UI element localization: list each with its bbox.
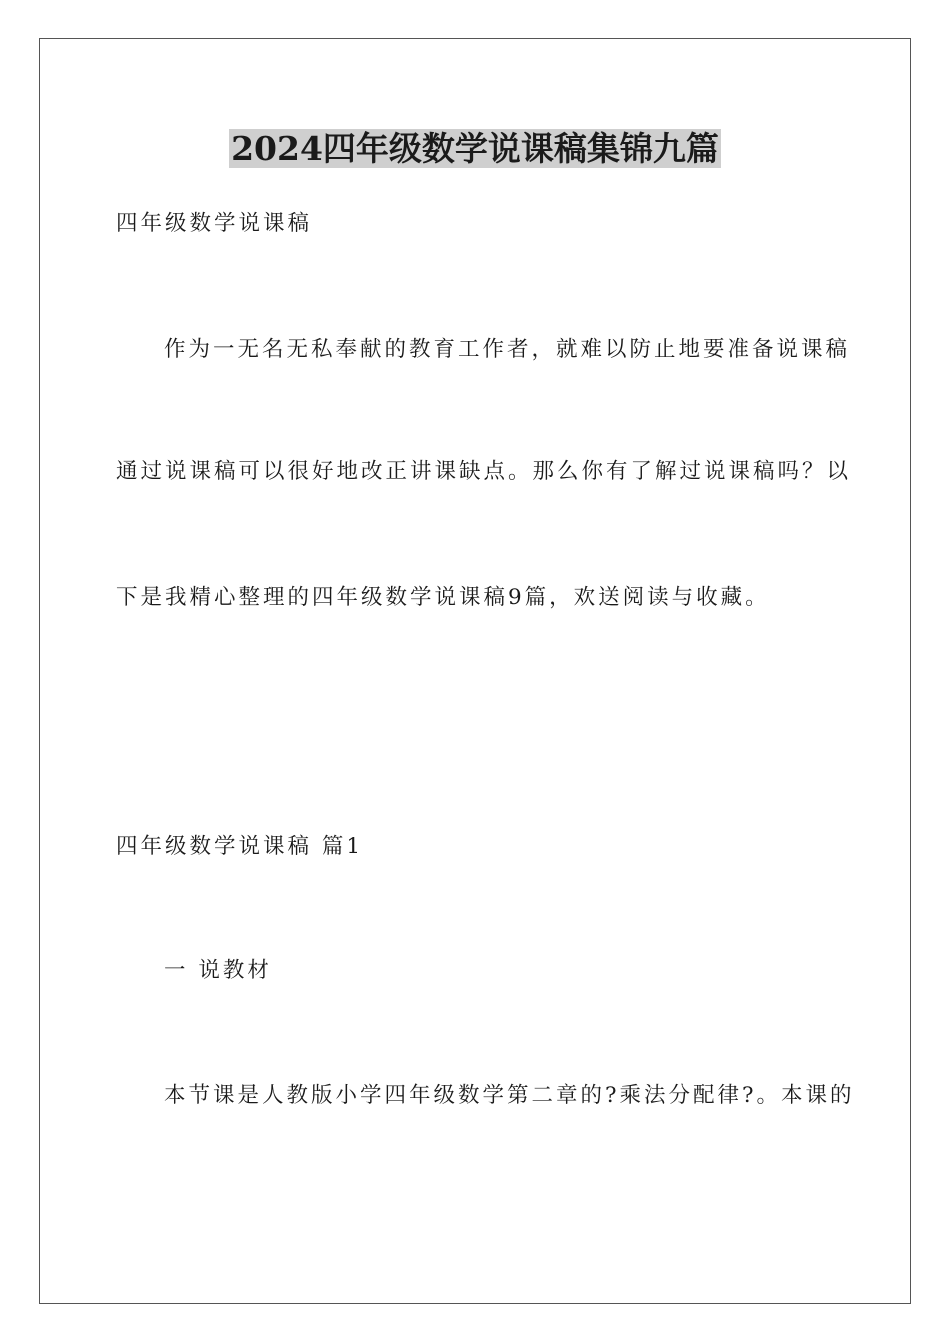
intro-line-2: 通过说课稿可以很好地改正讲课缺点。那么你有了解过说课稿吗？以 — [116, 459, 852, 484]
document-subtitle: 四年级数学说课稿 — [116, 211, 313, 236]
subsection-heading: 一 说教材 — [164, 958, 272, 983]
intro-line-1: 作为一无名无私奉献的教育工作者，就难以防止地要准备说课稿 — [164, 337, 851, 362]
section-heading: 四年级数学说课稿 篇1 — [116, 834, 364, 859]
body-line-1: 本节课是人教版小学四年级数学第二章的?乘法分配律?。本课的 — [164, 1083, 855, 1108]
intro-line-3: 下是我精心整理的四年级数学说课稿9篇，欢送阅读与收藏。 — [116, 585, 770, 610]
document-title — [0, 127, 950, 171]
document-title-text: 2024四年级数学说课稿集锦九篇 — [231, 129, 719, 168]
